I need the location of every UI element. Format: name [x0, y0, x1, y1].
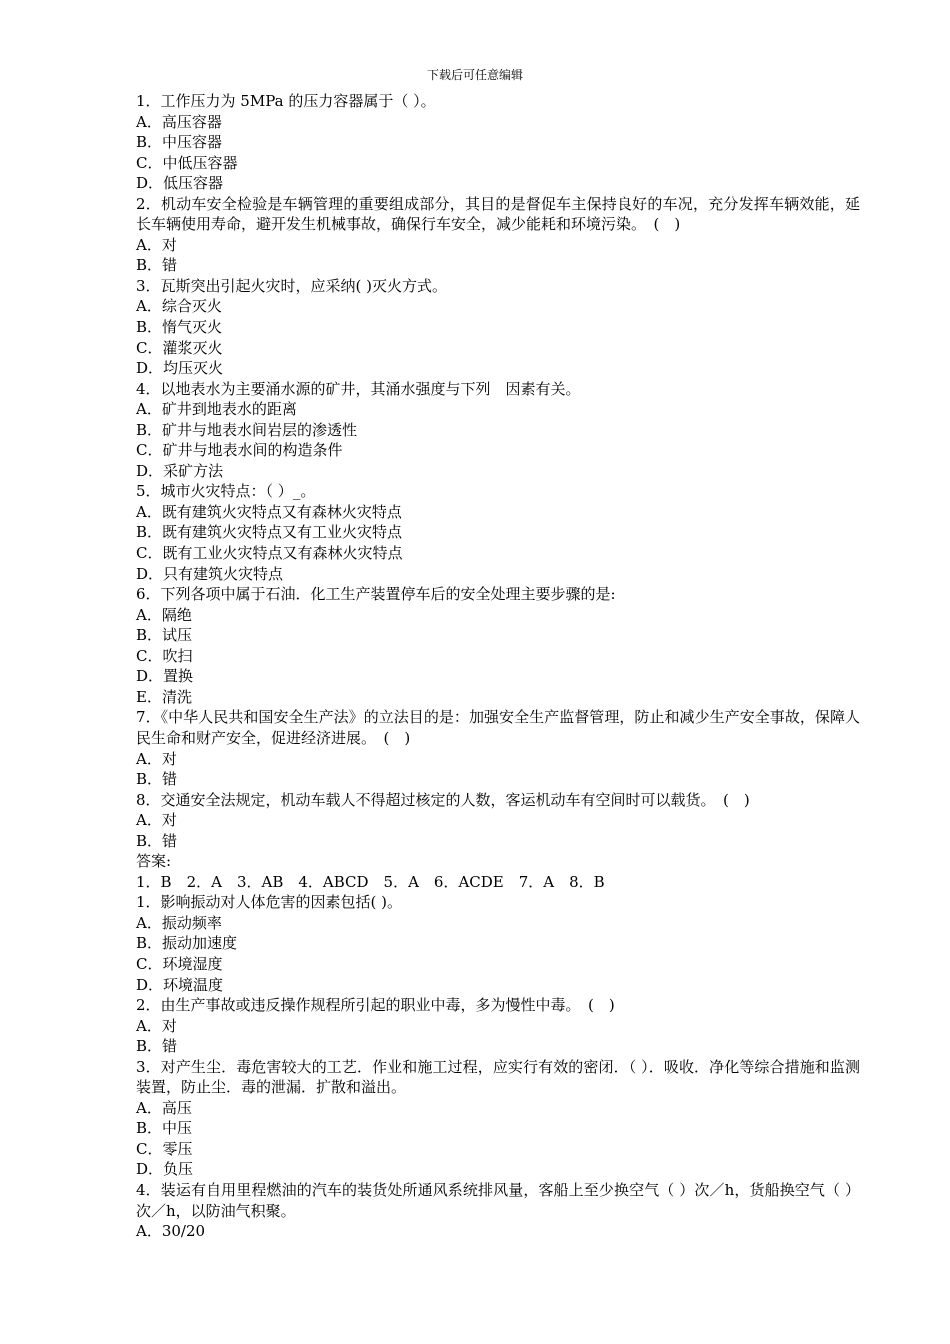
text-line: 1．工作压力为 5MPa 的压力容器属于（ ）。 [136, 92, 436, 110]
text-line: C．环境湿度 [136, 954, 223, 973]
text-line: A．对 [136, 749, 177, 768]
text-line: A．对 [136, 811, 177, 830]
text-line: B．中压 [136, 1119, 193, 1138]
text-line: E．清洗 [136, 687, 192, 706]
text-line: C．既有工业火灾特点又有森林火灾特点 [136, 544, 403, 563]
text-line: A．既有建筑火灾特点又有森林火灾特点 [136, 502, 402, 521]
page-header: 下载后可任意编辑 [426, 68, 523, 82]
text-line: A．综合灭火 [136, 297, 222, 316]
text-line: 3．对产生尘．毒危害较大的工艺．作业和施工过程，应实行有效的密闭．（ ）．吸收．净化等综合措施和监测装置，防止尘．毒的泄漏．扩散和溢出。 [136, 1057, 860, 1097]
text-line: B．既有建筑火灾特点又有工业火灾特点 [136, 523, 403, 542]
text-line: D．环境温度 [136, 975, 224, 994]
text-line: A．高压 [136, 1098, 192, 1117]
text-line: B．错 [136, 770, 178, 789]
text-line: 2．机动车安全检验是车辆管理的重要组成部分，其目的是督促车主保持良好的车况，充分发挥车辆效能，延长车辆使用寿命，避开发生机械事故，确保行车安全，减少能耗和环境污染。 ( ) [136, 194, 860, 234]
text-line: D．均压灭火 [136, 359, 224, 378]
text-line: 5．城市火灾特点：（ ）_。 [136, 482, 316, 501]
answer-key: 1．B 2．A 3．AB 4．ABCD 5．A 6．ACDE 7．A 8．B [136, 872, 605, 891]
text-line: A．振动频率 [136, 913, 222, 932]
answer-heading: 答案: [136, 852, 172, 871]
text-line: B．错 [136, 1037, 178, 1056]
text-line: D．采矿方法 [136, 461, 224, 480]
text-line: 1．影响振动对人体危害的因素包括( )。 [136, 893, 403, 912]
text-line: D．只有建筑火灾特点 [136, 564, 284, 583]
text-line: A．隔绝 [136, 605, 192, 624]
text-line: 8．交通安全法规定，机动车载人不得超过核定的人数，客运机动车有空间时可以载货。 ( ) [136, 790, 750, 809]
text-line: D．置换 [136, 667, 194, 686]
text-line: B．错 [136, 256, 178, 275]
text-line: B．错 [136, 831, 178, 850]
text-line: A．矿井到地表水的距离 [136, 400, 297, 419]
text-line: A．对 [136, 1016, 177, 1035]
text-line: C．矿井与地表水间的构造条件 [136, 441, 343, 460]
text-line: A．30/20 [136, 1222, 206, 1241]
text-line: 6．下列各项中属于石油．化工生产装置停车后的安全处理主要步骤的是: [136, 585, 616, 604]
document-body [136, 91, 860, 1242]
text-line: C．中低压容器 [136, 153, 238, 172]
text-line: C．零压 [136, 1139, 193, 1158]
text-line: B．振动加速度 [136, 934, 238, 953]
text-line: 7．《中华人民共和国安全生产法》的立法目的是：加强安全生产监督管理，防止和减少生产安全事故，保障人民生命和财产安全，促进经济进展。 ( ) [136, 708, 860, 747]
text-line: A．对 [136, 235, 177, 254]
text-line: B．惰气灭火 [136, 318, 223, 337]
text-line: B．矿井与地表水间岩层的渗透性 [136, 420, 358, 439]
text-line: D．负压 [136, 1160, 194, 1179]
text-line: B．试压 [136, 626, 193, 645]
text-line: 4．以地表水为主要涌水源的矿井，其涌水强度与下列 因素有关。 [136, 379, 581, 398]
text-line: 4．装运有自用里程燃油的汽车的装货处所通风系统排风量，客船上至少换空气（ ）次／h，货船换空气（ ）次／h，以防油气积聚。 [136, 1180, 860, 1220]
text-line: A．高压容器 [136, 112, 222, 131]
text-line: B．中压容器 [136, 133, 223, 152]
text-line: 3．瓦斯突出引起火灾时，应采纳( )灭火方式。 [136, 276, 448, 295]
text-line: 2．由生产事故或违反操作规程所引起的职业中毒，多为慢性中毒。 ( ) [136, 996, 615, 1015]
text-line: C．灌浆灭火 [136, 338, 223, 357]
text-line: D．低压容器 [136, 174, 224, 193]
text-line: C．吹扫 [136, 646, 193, 665]
